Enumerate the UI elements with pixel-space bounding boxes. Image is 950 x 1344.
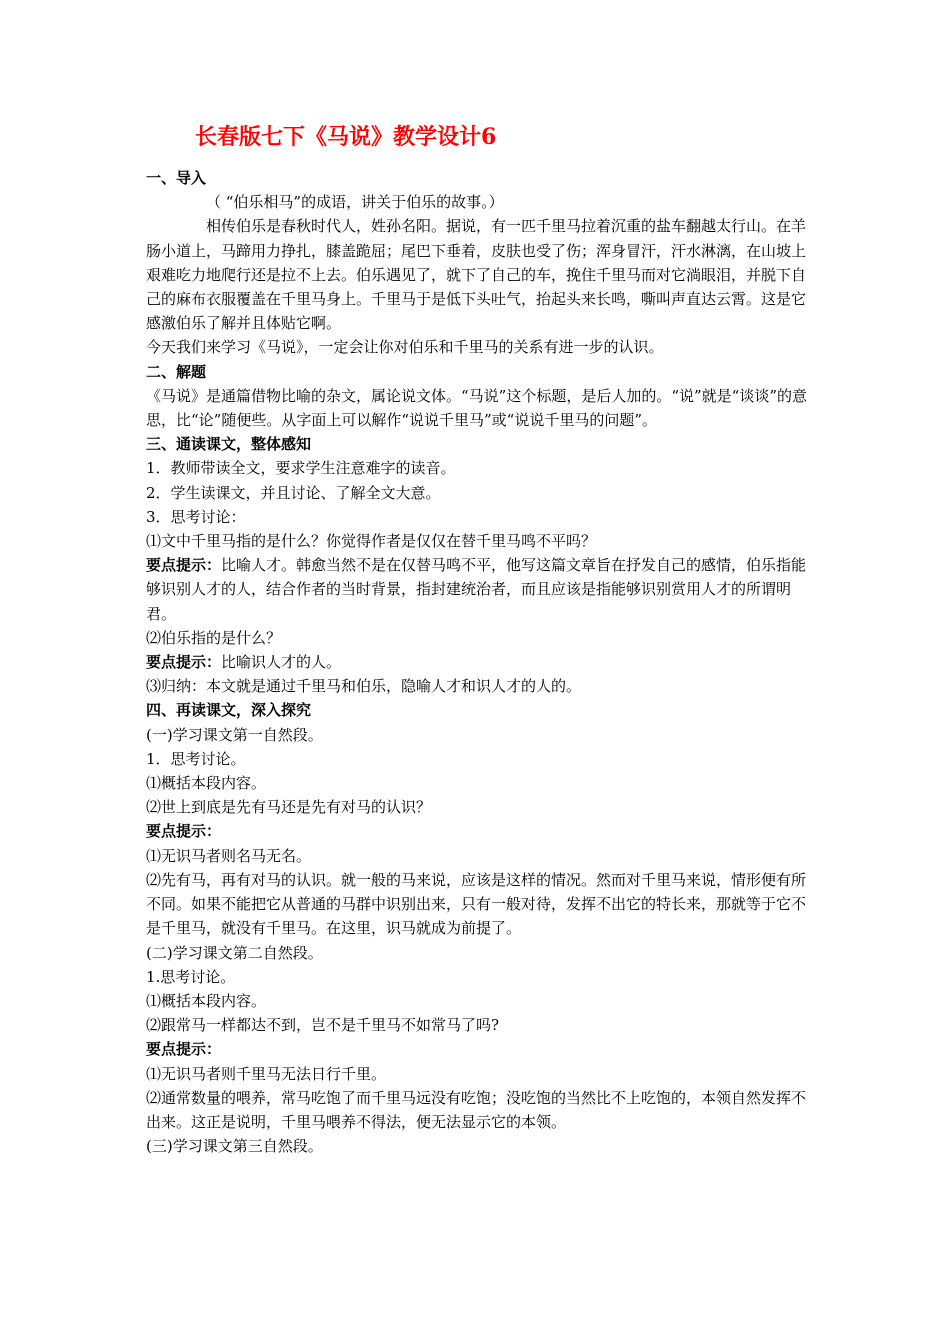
paragraph: 3．思考讨论： bbox=[146, 507, 246, 526]
section-heading: 要点提示： bbox=[146, 822, 222, 841]
paragraph: ⑴概括本段内容。 bbox=[146, 991, 267, 1010]
key-point-label: 要点提示： bbox=[146, 556, 222, 575]
paragraph: 1.思考讨论。 bbox=[146, 967, 236, 986]
section-heading: 四、再读课文，深入探究 bbox=[146, 701, 312, 720]
indented-paragraph: 相传伯乐是春秋时代人，姓孙名阳。据说，有一匹千里马拉着沉重的盐车翻越太行山。在羊肠小道上，马蹄用力挣扎，膝盖跪屈；尾巴下垂着，皮肤也受了伤；浑身冒汗，汗水淋漓，在山坡上艰难吃力地爬行还是拉不上去。伯乐遇见了，就下了自己的车，挽住千里马而对它淌眼泪，并脱下自己的麻布衣服覆盖在千里马身上。千里马于是低下头吐气，抬起头来长鸣，嘶叫声直达云霄。这是它感激伯乐了解并且体贴它啊。 bbox=[146, 217, 807, 333]
paragraph: (一)学习课文第一自然段。 bbox=[146, 725, 323, 744]
paragraph: (三)学习课文第三自然段。 bbox=[146, 1137, 323, 1156]
paragraph: ⑵世上到底是先有马还是先有对马的认识？ bbox=[146, 798, 432, 817]
key-point-label: 要点提示： bbox=[146, 653, 222, 672]
paragraph: ⑴无识马者则名马无名。 bbox=[146, 846, 312, 865]
paragraph: ⑴概括本段内容。 bbox=[146, 774, 267, 793]
paragraph: 《马说》是通篇借物比喻的杂文，属论说文体。“马说”这个标题，是后人加的。“说”就是“谈谈”的意思，比“论”随便些。从字面上可以解作“说说千里马”或“说说千里马的问题”。 bbox=[146, 386, 808, 430]
paragraph: ⑶归纳：本文就是通过千里马和伯乐，隐喻人才和识人才的人的。 bbox=[146, 677, 582, 696]
paragraph: 1．思考讨论。 bbox=[146, 749, 246, 768]
key-point-text: 比喻人才。韩愈当然不是在仅替马鸣不平，他写这篇文章旨在抒发自己的感情，伯乐指能够识别人才的人，结合作者的当时背景，指封建统治者，而且应该是指能够识别赏用人才的所谓明君。 bbox=[146, 556, 807, 623]
paragraph: ⑵伯乐指的是什么？ bbox=[146, 628, 282, 647]
paragraph: ⑴无识马者则千里马无法日行千里。 bbox=[146, 1064, 387, 1083]
document-body bbox=[146, 166, 810, 1158]
paragraph: ⑵跟常马一样都达不到，岂不是千里马不如常马了吗? bbox=[146, 1016, 500, 1035]
paragraph: 今天我们来学习《马说》，一定会让你对伯乐和千里马的关系有进一步的认识。 bbox=[146, 338, 664, 357]
paragraph: (二)学习课文第二自然段。 bbox=[146, 943, 323, 962]
paragraph: ⑵通常数量的喂养，常马吃饱了而千里马远没有吃饱；没吃饱的当然比不上吃饱的，本领自然发挥不出来。这正是说明，千里马喂养不得法，便无法显示它的本领。 bbox=[146, 1088, 807, 1131]
paragraph: 2．学生读课文，并且讨论、了解全文大意。 bbox=[146, 483, 441, 502]
key-point-text: 比喻识人才的人。 bbox=[221, 653, 342, 672]
section-heading: 要点提示： bbox=[146, 1040, 222, 1059]
section-heading: 二、解题 bbox=[146, 362, 207, 381]
indented-paragraph: （ “伯乐相马”的成语，讲关于伯乐的故事。） bbox=[206, 193, 504, 212]
section-heading: 三、通读课文，整体感知 bbox=[146, 435, 312, 454]
paragraph: ⑵先有马，再有对马的认识。就一般的马来说，应该是这样的情况。然而对千里马来说，情形便有所不同。如果不能把它从普通的马群中识别出来，只有一般对待，发挥不出它的特长来，那就等于它不是千里马，就没有千里马。在这里，识马就成为前提了。 bbox=[146, 870, 807, 938]
section-heading: 一、导入 bbox=[146, 169, 207, 187]
paragraph: 1．教师带读全文，要求学生注意难字的读音。 bbox=[146, 459, 456, 478]
key-point-paragraph bbox=[146, 553, 810, 626]
key-point-paragraph bbox=[146, 650, 810, 674]
paragraph: ⑴文中千里马指的是什么？你觉得作者是仅仅在替千里马鸣不平吗？ bbox=[146, 532, 597, 551]
document-title: 长春版七下《马说》教学设计6 bbox=[195, 124, 497, 150]
